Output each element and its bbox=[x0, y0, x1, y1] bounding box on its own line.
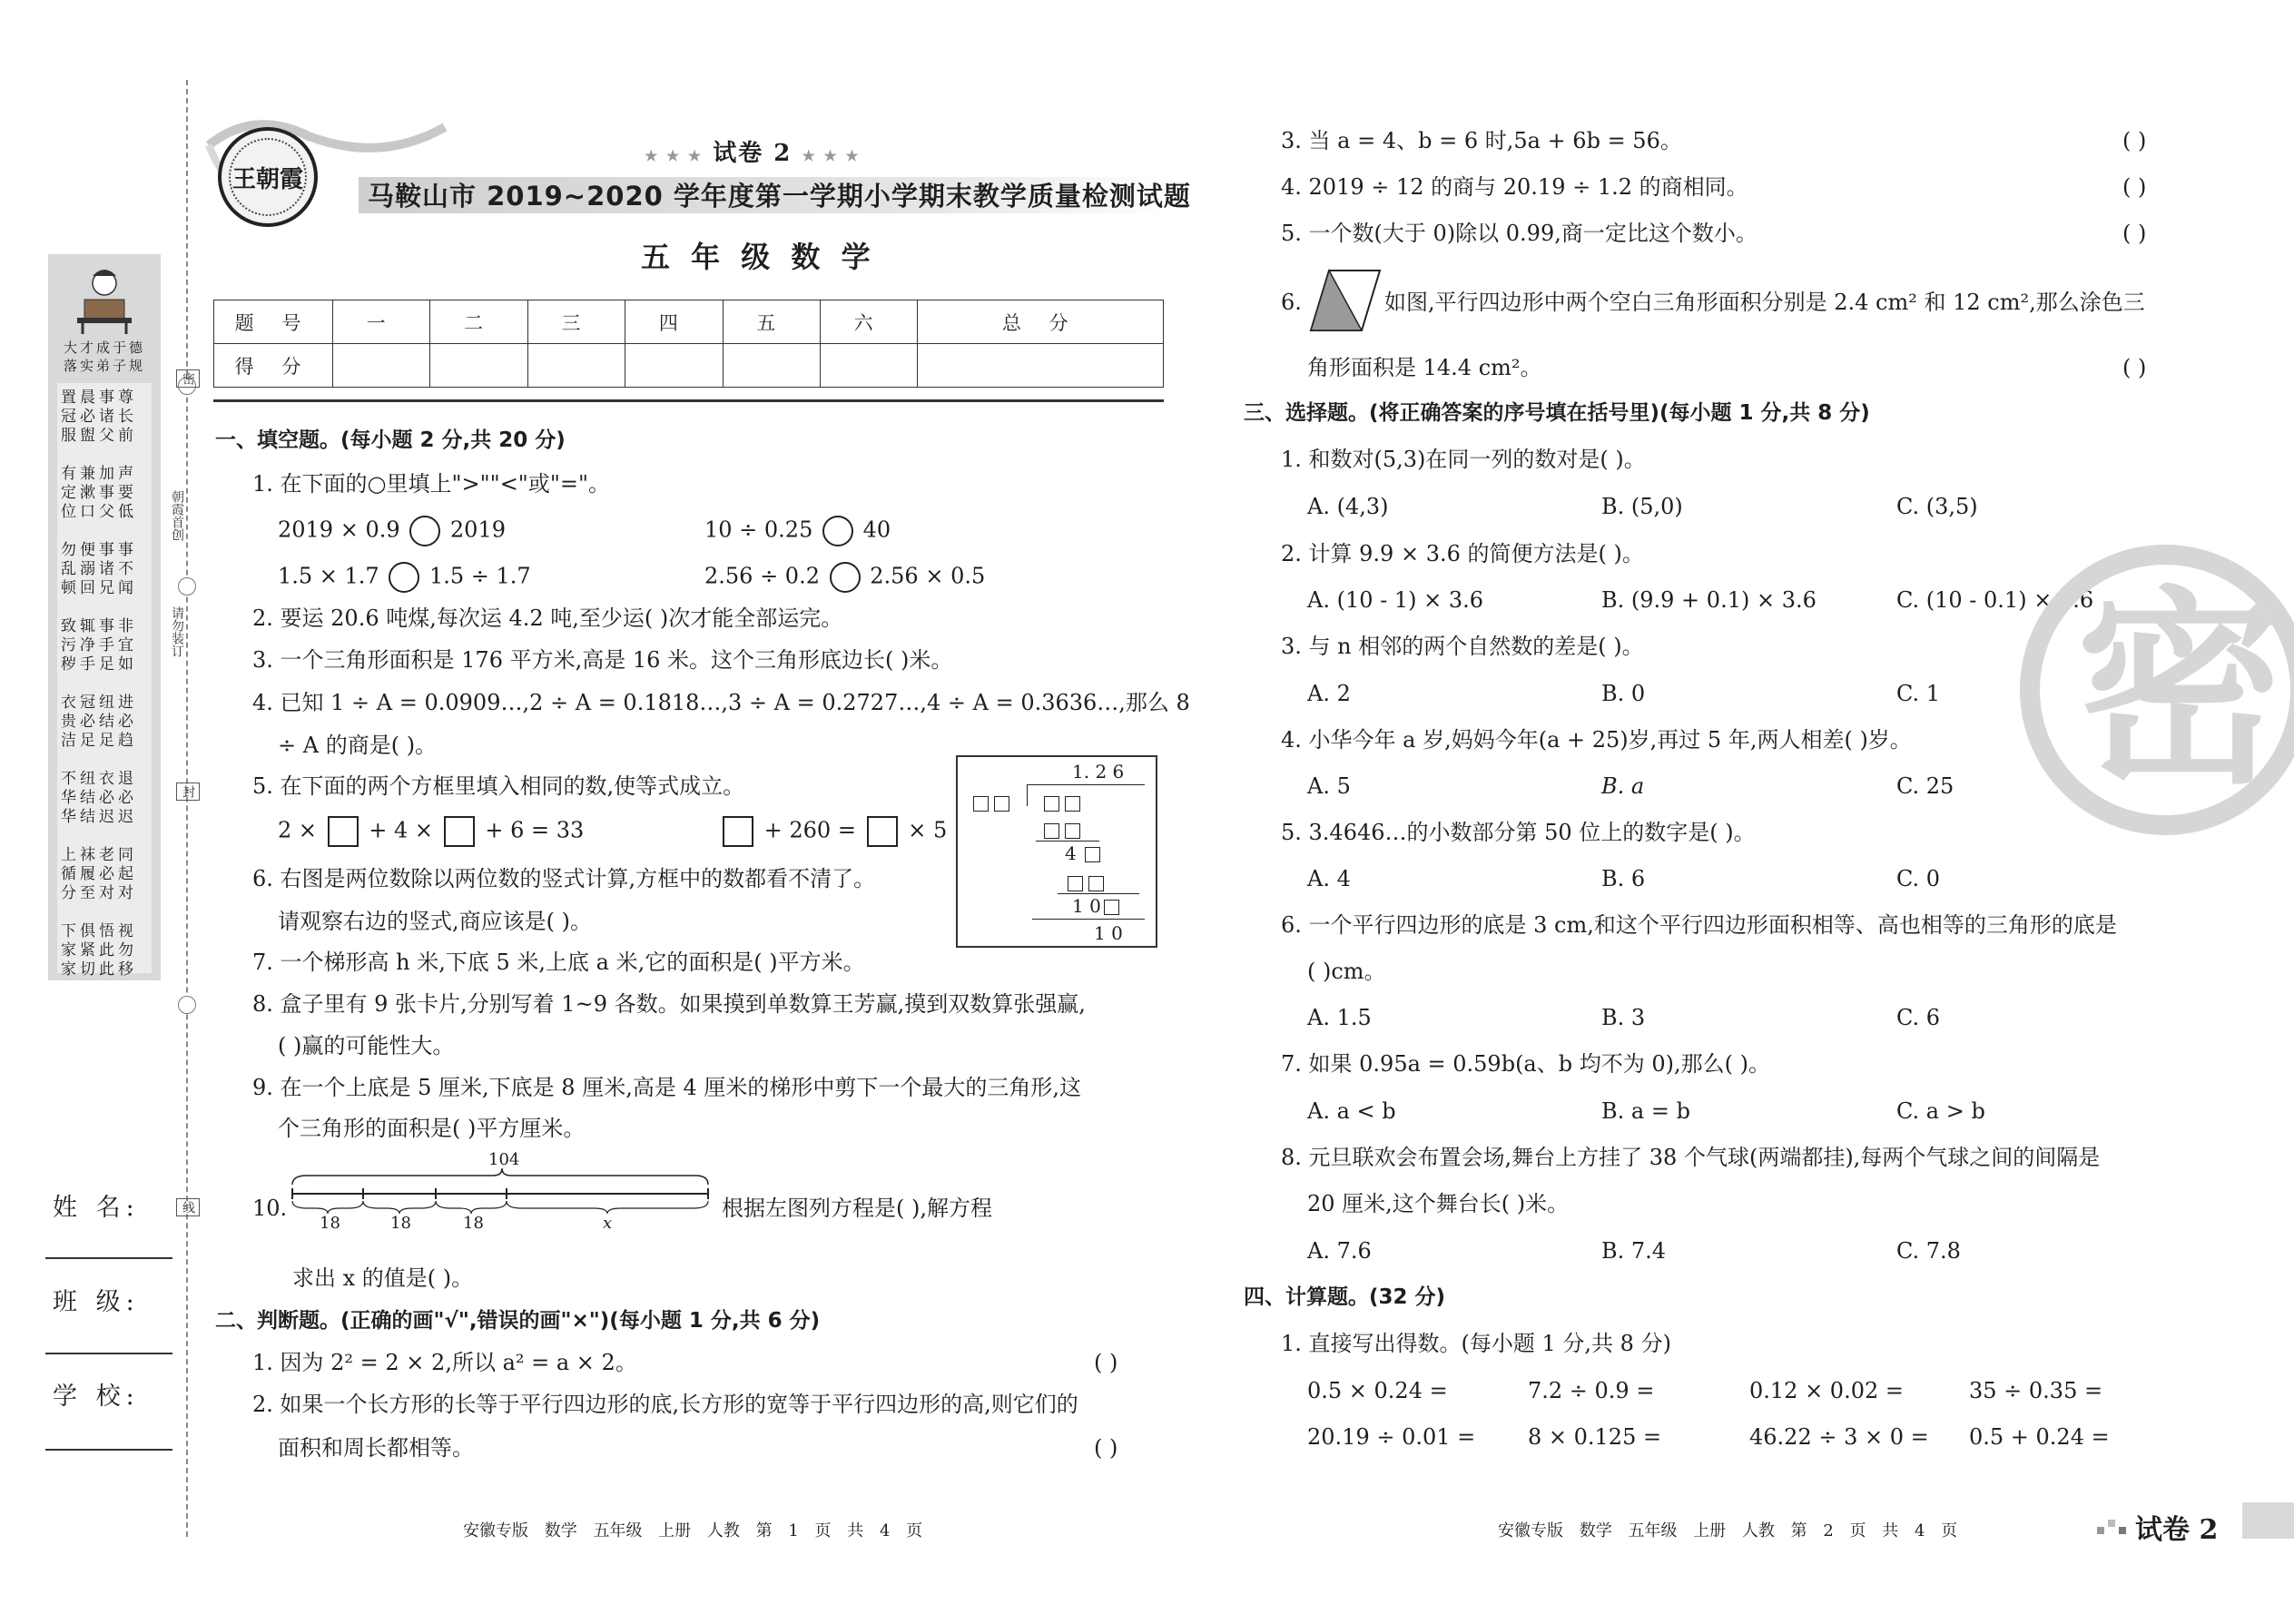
q7: 7. 一个梯形高 h 米,下底 5 米,上底 a 米,它的面积是( )平方米。 bbox=[252, 950, 865, 975]
motto-text-block bbox=[57, 383, 152, 979]
digit-box[interactable] bbox=[973, 796, 989, 812]
score-table-header-row bbox=[214, 300, 1164, 344]
k1: 1. 直接写出得数。(每小题 1 分,共 8 分) bbox=[1281, 1331, 1671, 1356]
brand-logo bbox=[218, 127, 318, 227]
q10-number: 10. bbox=[252, 1196, 288, 1221]
q9-line-1: 9. 在一个上底是 5 厘米,下底是 8 厘米,高是 4 厘米的梯形中剪下一个最大的三角形,这 bbox=[252, 1075, 1081, 1100]
binding-line bbox=[186, 80, 188, 1537]
binding-hole-2 bbox=[178, 577, 196, 595]
answer-box[interactable] bbox=[444, 816, 475, 847]
q4-line-2: ÷ A 的商是( )。 bbox=[278, 733, 438, 758]
option[interactable]: C. 6 bbox=[1896, 1005, 1941, 1030]
q10-text: 根据左图列方程是( ),解方程 bbox=[722, 1196, 992, 1221]
j6-line-2: 角形面积是 14.4 cm²。 bbox=[1307, 355, 1542, 380]
section-3-title: 三、选择题。(将正确答案的序号填在括号里)(每小题 1 分,共 8 分) bbox=[1244, 401, 1870, 425]
j6-number: 6. bbox=[1281, 290, 1302, 315]
q10-line-2: 求出 x 的值是( )。 bbox=[292, 1265, 474, 1291]
option[interactable]: B. 6 bbox=[1601, 866, 1646, 891]
j3: 3. 当 a = 4、b = 6 时,5a + 6b = 56。 bbox=[1281, 128, 1682, 153]
q9-line-2: 个三角形的面积是( )平方厘米。 bbox=[278, 1116, 586, 1141]
option[interactable]: C. 25 bbox=[1896, 773, 1954, 799]
row-5-digits: 1 0 bbox=[1072, 895, 1101, 917]
left-footer: 安徽专版 数学 五年级 上册 人教 第 1 页 共 4 页 bbox=[463, 1521, 923, 1540]
corner-bar bbox=[2242, 1502, 2294, 1539]
answer-paren[interactable]: ( ) bbox=[2122, 355, 2147, 380]
header-rule bbox=[213, 399, 1164, 402]
q10-seg-label: 18 bbox=[390, 1214, 411, 1233]
class-label: 班 级: bbox=[53, 1288, 140, 1316]
j5: 5. 一个数(大于 0)除以 0.99,商一定比这个数小。 bbox=[1281, 221, 1757, 246]
corner-paper-label: 试卷 2 bbox=[2135, 1514, 2219, 1546]
quotient: 1. 2 6 bbox=[1072, 761, 1125, 782]
q1d-right: 2.56 × 0.5 bbox=[870, 563, 986, 589]
score-input-cell[interactable] bbox=[527, 344, 625, 388]
score-input-cell[interactable] bbox=[918, 344, 1164, 388]
c4: 4. 小华今年 a 岁,妈妈今年(a + 25)岁,再过 5 年,两人相差( )岁。 bbox=[1281, 727, 1912, 753]
score-cell: 总 分 bbox=[918, 300, 1164, 344]
option[interactable]: C. 0 bbox=[1896, 866, 1941, 891]
long-division-figure bbox=[956, 755, 1157, 948]
digit-box[interactable] bbox=[994, 796, 1009, 812]
division-bar bbox=[1027, 784, 1145, 785]
option[interactable]: C. 7.8 bbox=[1896, 1238, 1961, 1264]
option[interactable]: A. 1.5 bbox=[1307, 1005, 1372, 1030]
j4: 4. 2019 ÷ 12 的商与 20.19 ÷ 1.2 的商相同。 bbox=[1281, 174, 1748, 200]
j2-line-2: 面积和周长都相等。 bbox=[278, 1435, 474, 1461]
star-icon: ★ ★ ★ bbox=[645, 147, 704, 164]
digit-box[interactable] bbox=[1088, 876, 1104, 891]
q10-seg-label: x bbox=[603, 1214, 613, 1233]
j6-line-1: 如图,平行四边形中两个空白三角形面积分别是 2.4 cm² 和 12 cm²,那么涂色三 bbox=[1384, 290, 2145, 315]
dividend-boxes bbox=[1041, 790, 1083, 815]
q1-row-2 bbox=[278, 562, 531, 593]
option[interactable]: C. 1 bbox=[1896, 681, 1941, 706]
q5a-text-1: 2 × bbox=[278, 817, 318, 843]
q5a-text-2: + 4 × bbox=[369, 817, 434, 843]
q5a-text-3: + 6 = 33 bbox=[485, 817, 585, 843]
score-cell: 四 bbox=[625, 300, 723, 344]
parallelogram-figure bbox=[1309, 269, 1382, 332]
rule-2 bbox=[1058, 893, 1139, 894]
division-bracket bbox=[1027, 784, 1028, 806]
q1b-left: 10 ÷ 0.25 bbox=[704, 517, 813, 543]
motto-line-2: 落实弟子规 bbox=[63, 358, 145, 374]
option[interactable]: C. a > b bbox=[1896, 1098, 1985, 1124]
q1c-right: 1.5 ÷ 1.7 bbox=[428, 563, 531, 589]
q10-seg-label: 18 bbox=[320, 1214, 340, 1233]
option[interactable]: A. 5 bbox=[1307, 773, 1351, 799]
bottom-label: 线 bbox=[176, 1198, 200, 1216]
scholar-illustration bbox=[68, 263, 141, 336]
school-field[interactable] bbox=[45, 1449, 172, 1451]
motto-panel bbox=[48, 254, 161, 980]
q5b-text-3: × 5 bbox=[908, 817, 948, 843]
row-5 bbox=[1072, 895, 1122, 917]
motto-line-1: 大才成于德 bbox=[63, 340, 145, 356]
option[interactable]: C. (3,5) bbox=[1896, 494, 1978, 519]
digit-box[interactable] bbox=[1104, 900, 1119, 915]
score-table bbox=[213, 300, 1164, 388]
option[interactable]: B. a = b bbox=[1601, 1098, 1690, 1124]
score-cell: 二 bbox=[430, 300, 527, 344]
answer-paren[interactable]: ( ) bbox=[2122, 174, 2147, 200]
stamp-char: 密 bbox=[2076, 570, 2286, 812]
q1: 1. 在下面的○里填上">""<"或"="。 bbox=[252, 471, 611, 497]
c2: 2. 计算 9.9 × 3.6 的简便方法是( )。 bbox=[1281, 541, 1644, 566]
exam-title: 马鞍山市 2019~2020 学年度第一学期小学期末教学质量检测试题 bbox=[368, 181, 1191, 212]
answer-box[interactable] bbox=[867, 816, 898, 847]
calc-item: 46.22 ÷ 3 × 0 = bbox=[1749, 1424, 1929, 1450]
c8-line-2: 20 厘米,这个舞台长( )米。 bbox=[1307, 1191, 1570, 1216]
q5b-text-2: + 260 = bbox=[763, 817, 856, 843]
q5: 5. 在下面的两个方框里填入相同的数,使等式成立。 bbox=[252, 773, 745, 799]
calc-item: 35 ÷ 0.35 = bbox=[1969, 1378, 2103, 1403]
section-2-title: 二、判断题。(正确的画"√",错误的画"×")(每小题 1 分,共 6 分) bbox=[215, 1309, 821, 1333]
calc-item: 7.2 ÷ 0.9 = bbox=[1528, 1378, 1655, 1403]
class-field[interactable] bbox=[45, 1353, 172, 1354]
answer-paren[interactable]: ( ) bbox=[2122, 128, 2147, 153]
option[interactable]: A. 4 bbox=[1307, 866, 1351, 891]
divisor-boxes bbox=[970, 790, 1012, 815]
c6-line-2: ( )cm。 bbox=[1307, 959, 1386, 984]
digit-box[interactable] bbox=[1065, 796, 1080, 812]
compare-circle[interactable] bbox=[830, 562, 861, 593]
q4-line-1: 4. 已知 1 ÷ A = 0.0909…,2 ÷ A = 0.1818…,3 ÷ A = 0.2727…,4 ÷ A = 0.3636…,那么 8 bbox=[252, 690, 1190, 715]
score-input-cell[interactable] bbox=[333, 344, 430, 388]
q1c-left: 1.5 × 1.7 bbox=[278, 563, 379, 589]
option[interactable]: A. (4,3) bbox=[1307, 494, 1389, 519]
j1: 1. 因为 2² = 2 × 2,所以 a² = a × 2。 bbox=[252, 1350, 637, 1375]
c8-line-1: 8. 元旦联欢会布置会场,舞台上方挂了 38 个气球(两端都挂),每两个气球之间的间隔是 bbox=[1281, 1145, 2101, 1170]
digit-box[interactable] bbox=[1068, 876, 1083, 891]
score-input-cell[interactable] bbox=[430, 344, 527, 388]
q8-line-2: ( )赢的可能性大。 bbox=[278, 1033, 455, 1058]
right-footer: 安徽专版 数学 五年级 上册 人教 第 2 页 共 4 页 bbox=[1498, 1521, 1958, 1540]
q1d-left: 2.56 ÷ 0.2 bbox=[704, 563, 820, 589]
q1a-right: 2019 bbox=[449, 517, 506, 543]
q1-row-1b bbox=[704, 516, 891, 546]
confidential-stamp bbox=[2020, 545, 2294, 835]
calc-item: 20.19 ÷ 0.01 = bbox=[1307, 1424, 1476, 1450]
score-cell: 一 bbox=[333, 300, 430, 344]
q10-diagram bbox=[289, 1150, 715, 1235]
name-field[interactable] bbox=[45, 1257, 172, 1259]
answer-box[interactable] bbox=[723, 816, 753, 847]
q1-row-2b bbox=[704, 562, 985, 593]
row-7: 1 0 bbox=[1094, 922, 1123, 944]
star-icon: ★ ★ ★ bbox=[802, 147, 861, 164]
calc-item: 8 × 0.125 = bbox=[1528, 1424, 1662, 1450]
j2-line-1: 2. 如果一个长方形的长等于平行四边形的底,长方形的宽等于平行四边形的高,则它们的 bbox=[252, 1392, 1078, 1417]
compare-circle[interactable] bbox=[389, 562, 419, 593]
score-cell: 题 号 bbox=[214, 300, 333, 344]
c6-line-1: 6. 一个平行四边形的底是 3 cm,和这个平行四边形面积相等、高也相等的三角形的底是 bbox=[1281, 912, 2117, 938]
answer-box[interactable] bbox=[328, 816, 359, 847]
rule-1 bbox=[1036, 841, 1099, 842]
name-label: 姓 名: bbox=[53, 1194, 140, 1222]
binding-hole-3 bbox=[178, 996, 196, 1014]
option[interactable]: A. (10 - 1) × 3.6 bbox=[1307, 587, 1484, 613]
c1: 1. 和数对(5,3)在同一列的数对是( )。 bbox=[1281, 447, 1646, 472]
compare-circle[interactable] bbox=[409, 516, 440, 546]
corner-decoration bbox=[2097, 1514, 2133, 1536]
calc-item: 0.5 × 0.24 = bbox=[1307, 1378, 1448, 1403]
digit-box[interactable] bbox=[1065, 823, 1080, 839]
c7: 7. 如果 0.95a = 0.59b(a、b 均不为 0),那么( )。 bbox=[1281, 1051, 1770, 1077]
option[interactable]: A. 7.6 bbox=[1307, 1238, 1372, 1264]
score-cell: 六 bbox=[820, 300, 917, 344]
digit-box[interactable] bbox=[1044, 796, 1059, 812]
q8-line-1: 8. 盒子里有 9 张卡片,分别写着 1~9 各数。如果摸到单数算王芳赢,摸到双数算张强赢, bbox=[252, 991, 1086, 1017]
q6-line-2: 请观察右边的竖式,商应该是( )。 bbox=[278, 909, 592, 934]
side-note-2: 请勿装订 bbox=[170, 606, 184, 657]
option[interactable]: B. 0 bbox=[1601, 681, 1646, 706]
score-input-cell[interactable] bbox=[625, 344, 723, 388]
paper-number bbox=[645, 134, 861, 168]
logo-text: 王朝霞 bbox=[231, 166, 303, 193]
option[interactable]: B. a bbox=[1601, 773, 1645, 799]
row-4-boxes bbox=[1065, 870, 1107, 895]
q1-row-1 bbox=[278, 516, 506, 546]
digit-box[interactable] bbox=[1085, 847, 1100, 862]
calc-item: 0.12 × 0.02 = bbox=[1749, 1378, 1904, 1403]
option[interactable]: C. (10 - 0.1) × 3.6 bbox=[1896, 587, 2094, 613]
score-input-cell[interactable] bbox=[723, 344, 820, 388]
row-2-boxes bbox=[1041, 817, 1083, 842]
motto-rows: 置晨事尊 冠必诸长 服盥父前 有兼加声 定漱事要 位口父低 勿便事事 乱溺诸不 顿回兄闻 致辄事非 污净手宜 秽手足如 衣冠纽进 贵必结必 洁足足趋 不纽衣退 华结必必 华结迟迟 上袜老同 循履必起 分至对对 下俱悟视 家紧此勿 家切此移 bbox=[61, 389, 137, 979]
compare-circle[interactable] bbox=[822, 516, 853, 546]
option[interactable]: B. (9.9 + 0.1) × 3.6 bbox=[1601, 587, 1816, 613]
mid-label: 封 bbox=[176, 782, 200, 801]
score-table-score-row bbox=[214, 344, 1164, 388]
score-cell: 得 分 bbox=[214, 344, 333, 388]
answer-paren[interactable]: ( ) bbox=[1094, 1435, 1118, 1461]
option[interactable]: A. a < b bbox=[1307, 1098, 1396, 1124]
q10-seg-label: 18 bbox=[463, 1214, 484, 1233]
q1b-right: 40 bbox=[862, 517, 891, 543]
paper-number-text: 试卷 2 bbox=[713, 140, 793, 167]
answer-paren[interactable]: ( ) bbox=[1094, 1350, 1118, 1375]
q1a-left: 2019 × 0.9 bbox=[278, 517, 400, 543]
digit-box[interactable] bbox=[1044, 823, 1059, 839]
rule-3 bbox=[1032, 919, 1145, 920]
score-cell: 三 bbox=[527, 300, 625, 344]
answer-paren[interactable]: ( ) bbox=[2122, 221, 2147, 246]
side-note-1: 朝霞首创 bbox=[170, 490, 184, 541]
score-input-cell[interactable] bbox=[820, 344, 917, 388]
score-cell: 五 bbox=[723, 300, 820, 344]
calc-item: 0.5 + 0.24 = bbox=[1969, 1424, 2110, 1450]
subject-title: 五 年 级 数 学 bbox=[641, 240, 876, 274]
q3: 3. 一个三角形面积是 176 平方米,高是 16 米。这个三角形底边长( )米。 bbox=[252, 647, 953, 673]
option[interactable]: B. 3 bbox=[1601, 1005, 1646, 1030]
option[interactable]: B. 7.4 bbox=[1601, 1238, 1667, 1264]
q5-eq-1 bbox=[278, 816, 584, 847]
school-label: 学 校: bbox=[53, 1383, 140, 1411]
seal-label: 密 bbox=[176, 369, 200, 388]
c5: 5. 3.4646…的小数部分第 50 位上的数字是( )。 bbox=[1281, 820, 1756, 845]
section-1-title: 一、填空题。(每小题 2 分,共 20 分) bbox=[215, 428, 566, 452]
q5-eq-2 bbox=[719, 816, 947, 847]
q6-line-1: 6. 右图是两位数除以两位数的竖式计算,方框中的数都看不清了。 bbox=[252, 866, 876, 891]
section-4-title: 四、计算题。(32 分) bbox=[1244, 1285, 1446, 1309]
q2: 2. 要运 20.6 吨煤,每次运 4.2 吨,至少运( )次才能全部运完。 bbox=[252, 605, 843, 631]
row-3-digit: 4 bbox=[1065, 842, 1077, 864]
option[interactable]: A. 2 bbox=[1307, 681, 1351, 706]
row-3 bbox=[1065, 842, 1103, 864]
q10-total-label: 104 bbox=[488, 1150, 520, 1169]
c3: 3. 与 n 相邻的两个自然数的差是( )。 bbox=[1281, 634, 1644, 659]
option[interactable]: B. (5,0) bbox=[1601, 494, 1683, 519]
